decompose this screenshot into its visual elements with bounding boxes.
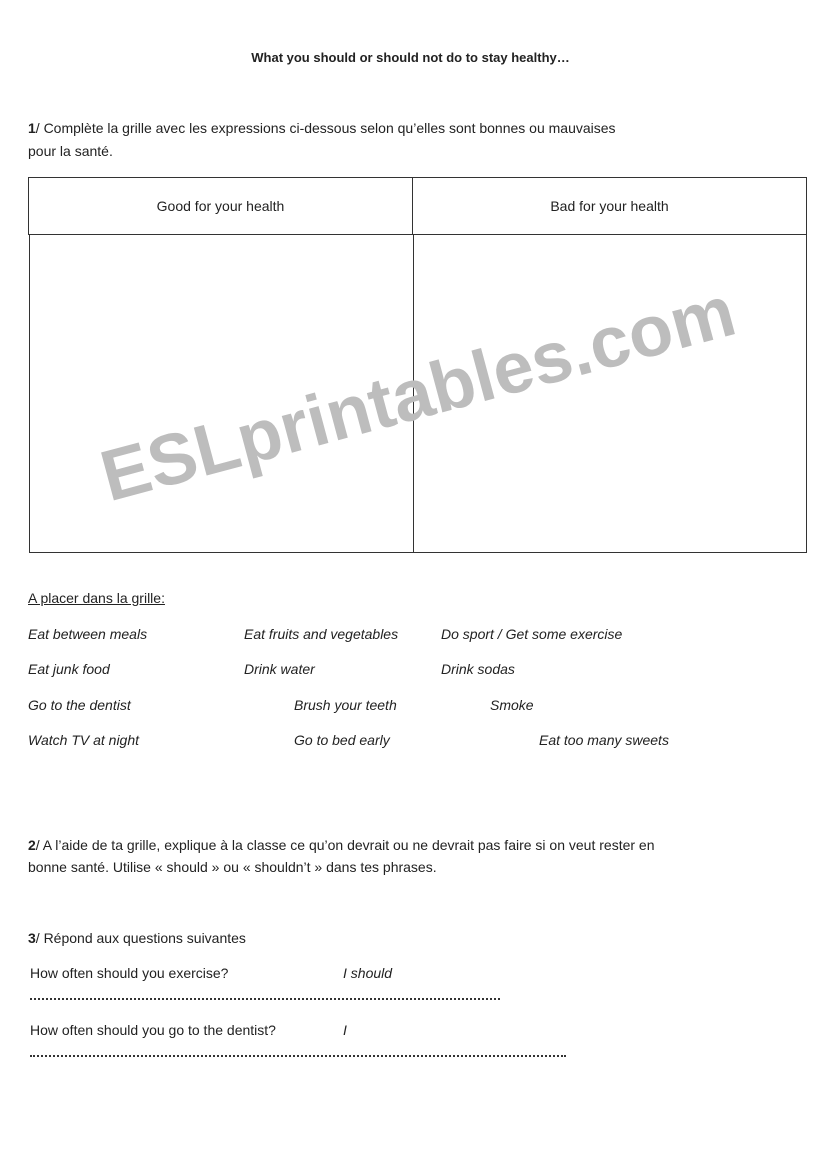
placer-label: A placer dans la grille: bbox=[28, 590, 165, 606]
question-1-line2: pour la santé. bbox=[28, 143, 113, 159]
expression: Drink sodas bbox=[441, 661, 515, 677]
expression: Eat junk food bbox=[28, 661, 110, 677]
question-2: 2/ A l’aide de ta grille, explique à la classe ce qu’on devrait ou ne devrait pas faire si on veut rester en bbox=[28, 837, 655, 853]
watermark: ESLprintables.com bbox=[92, 270, 743, 518]
answer-line[interactable] bbox=[30, 998, 500, 1000]
answer-line[interactable] bbox=[30, 1055, 566, 1057]
answer-start: I bbox=[343, 1022, 347, 1038]
good-header: Good for your health bbox=[29, 178, 413, 235]
question-2-line2: bonne santé. Utilise « should » ou « shouldn’t » dans tes phrases. bbox=[28, 859, 437, 875]
expression: Eat fruits and vegetables bbox=[244, 626, 399, 642]
expression: Eat too many sweets bbox=[539, 732, 669, 748]
page-title: What you should or should not do to stay healthy… bbox=[251, 50, 570, 65]
expression: Do sport / Get some exercise bbox=[441, 626, 623, 642]
expression: Smoke bbox=[490, 697, 534, 713]
expression: Brush your teeth bbox=[294, 697, 397, 713]
expression: Drink water bbox=[244, 661, 315, 677]
question-3: 3/ Répond aux questions suivantes bbox=[28, 930, 246, 946]
good-cell[interactable] bbox=[29, 235, 414, 553]
bad-header: Bad for your health bbox=[413, 178, 807, 235]
expression: Go to the dentist bbox=[28, 697, 131, 713]
question-3-item: How often should you go to the dentist? bbox=[30, 1022, 276, 1038]
bad-cell[interactable] bbox=[414, 235, 807, 553]
question-3-item: How often should you exercise? bbox=[30, 965, 229, 981]
expression: Eat between meals bbox=[28, 626, 148, 642]
expression: Go to bed early bbox=[294, 732, 390, 748]
question-1: 1/ Complète la grille avec les expressions ci-dessous selon qu’elles sont bonnes ou mauvaises bbox=[28, 120, 616, 136]
expression: Watch TV at night bbox=[28, 732, 140, 748]
health-grid bbox=[28, 177, 807, 553]
answer-start: I should bbox=[343, 965, 393, 981]
